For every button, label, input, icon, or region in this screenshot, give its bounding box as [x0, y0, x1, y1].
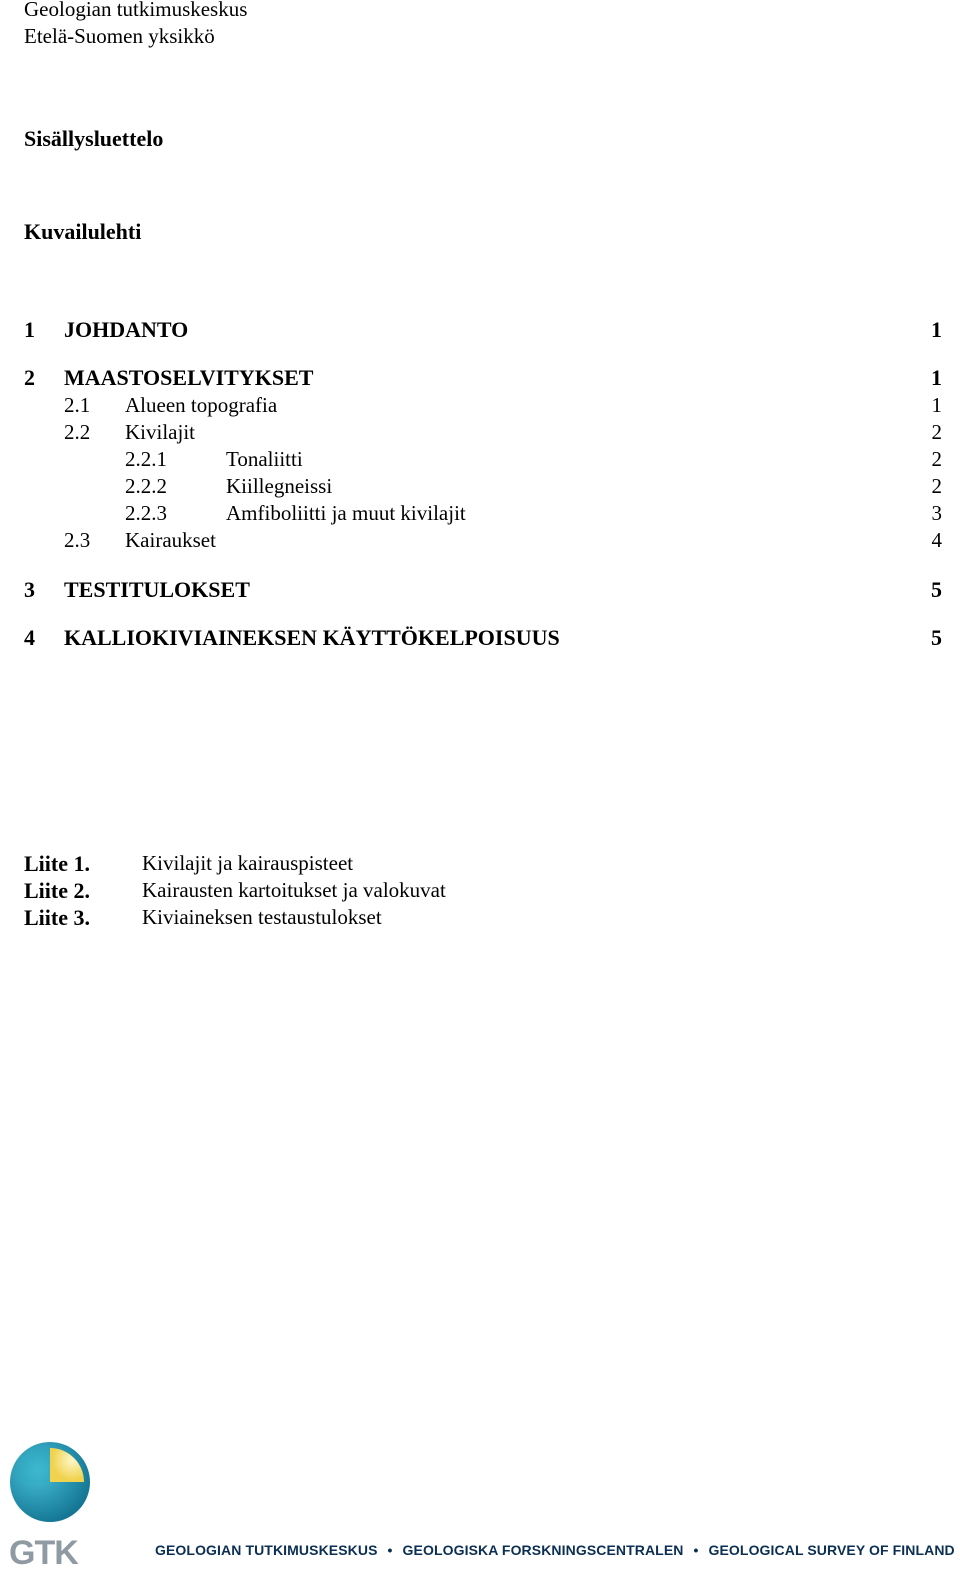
toc-number: 2	[24, 365, 35, 390]
contents-title: Sisällysluettelo	[24, 126, 164, 151]
toc-title: Kiillegneissi	[226, 474, 333, 498]
toc-number: 2.2.3	[125, 501, 167, 525]
toc-page: 2	[931, 447, 942, 471]
toc-title: Kivilajit	[125, 420, 195, 444]
footer-name-en: GEOLOGICAL SURVEY OF FINLAND	[708, 1542, 955, 1558]
toc-title: MAASTOSELVITYKSET	[64, 365, 314, 390]
toc-page: 1	[931, 317, 942, 342]
footer-org-names	[155, 1542, 955, 1558]
toc-title: Tonaliitti	[226, 447, 303, 471]
toc-page: 2	[931, 420, 942, 444]
toc-page: 1	[931, 393, 942, 417]
toc-number: 2.2.2	[125, 474, 167, 498]
appendix-label: Liite 3.	[24, 905, 90, 930]
footer-name-sv: GEOLOGISKA FORSKNINGSCENTRALEN	[402, 1542, 684, 1558]
appendix-text: Kairausten kartoitukset ja valokuvat	[142, 878, 446, 902]
toc-title: Amfiboliitti ja muut kivilajit	[226, 501, 466, 525]
toc-title: KALLIOKIVIAINEKSEN KÄYTTÖKELPOISUUS	[64, 625, 560, 650]
appendix-text: Kiviaineksen testaustulokset	[142, 905, 382, 929]
toc-number: 2.3	[64, 528, 91, 552]
logo-text: GTK	[9, 1534, 78, 1570]
unit-name: Etelä-Suomen yksikkö	[24, 24, 215, 48]
appendix-label: Liite 1.	[24, 851, 90, 876]
appendix-text: Kivilajit ja kairauspisteet	[142, 851, 354, 875]
separator-dot: •	[693, 1542, 699, 1558]
toc-title: JOHDANTO	[64, 317, 189, 342]
toc-page: 5	[931, 577, 942, 602]
toc-number: 4	[24, 625, 35, 650]
gtk-logo	[6, 1440, 96, 1570]
toc-page: 4	[931, 528, 942, 552]
toc-page: 5	[931, 625, 942, 650]
toc-number: 1	[24, 317, 35, 342]
footer-name-fi: GEOLOGIAN TUTKIMUSKESKUS	[155, 1542, 378, 1558]
appendix-label: Liite 2.	[24, 878, 90, 903]
separator-dot: •	[387, 1542, 393, 1558]
toc-number: 2.2	[64, 420, 91, 444]
toc-number: 2.1	[64, 393, 91, 417]
org-name: Geologian tutkimuskeskus	[24, 0, 248, 21]
toc-number: 3	[24, 577, 35, 602]
toc-page: 2	[931, 474, 942, 498]
toc-title: Alueen topografia	[125, 393, 278, 417]
toc-title: TESTITULOKSET	[64, 577, 250, 602]
toc-page: 1	[931, 365, 942, 390]
kuvailulehti-title: Kuvailulehti	[24, 219, 142, 244]
toc-title: Kairaukset	[125, 528, 216, 552]
toc-number: 2.2.1	[125, 447, 167, 471]
toc-page: 3	[931, 501, 942, 525]
